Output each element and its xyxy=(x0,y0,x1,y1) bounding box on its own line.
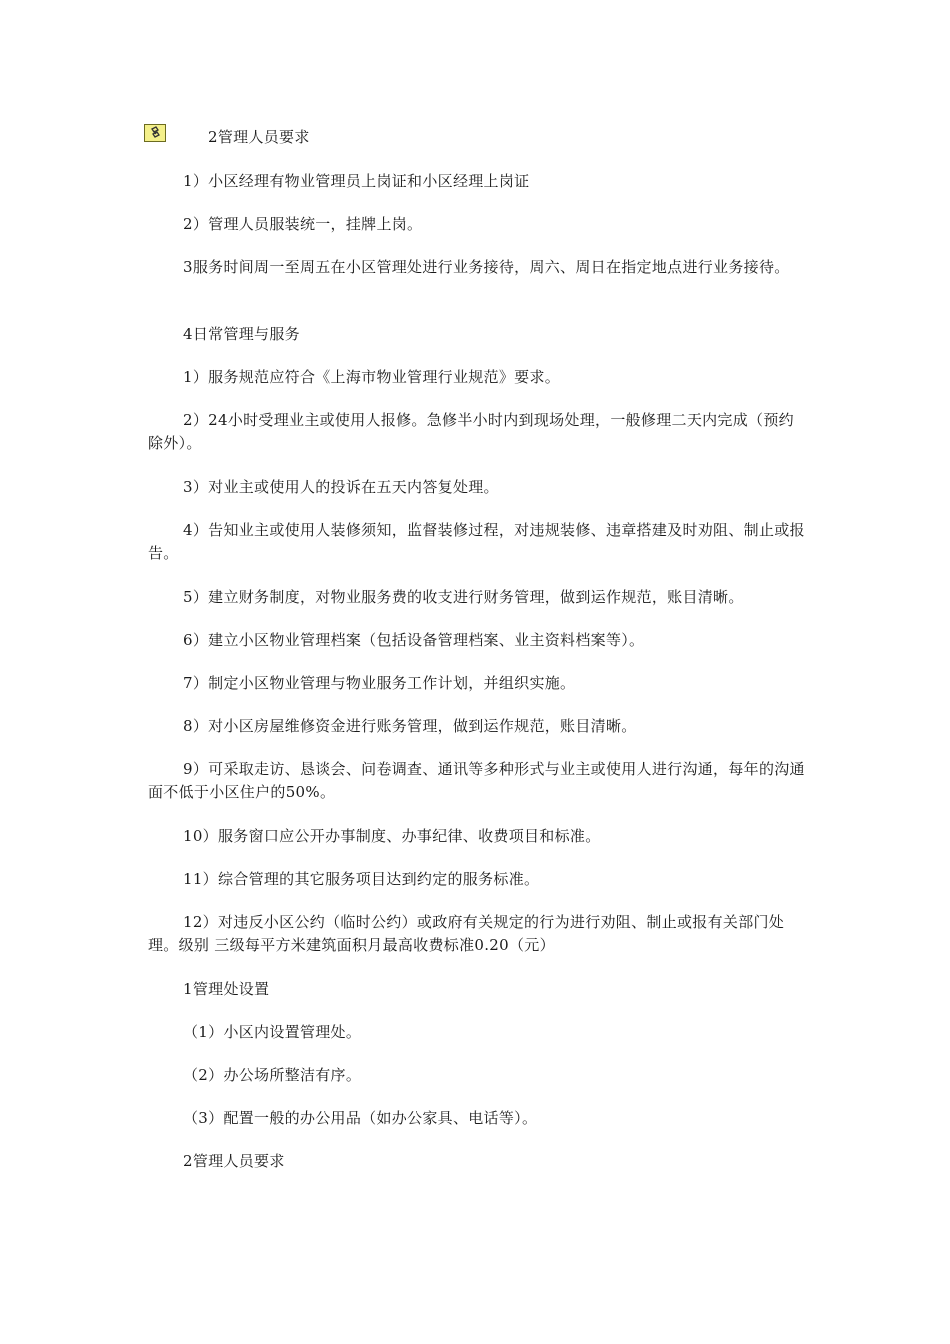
paragraph: 4）告知业主或使用人装修须知，监督装修过程，对违规装修、违章搭建及时劝阻、制止或报告。 xyxy=(148,521,805,562)
section-heading: 2管理人员要求 xyxy=(208,128,310,146)
section-heading: 2管理人员要求 xyxy=(183,1152,285,1170)
paragraph: （2）办公场所整洁有序。 xyxy=(183,1066,362,1084)
paragraph: （1）小区内设置管理处。 xyxy=(183,1023,362,1041)
section-heading: 1管理处设置 xyxy=(183,980,270,998)
paragraph: （3）配置一般的办公用品（如办公家具、电话等）。 xyxy=(183,1109,538,1127)
paragraph: 3服务时间周一至周五在小区管理处进行业务接待，周六、周日在指定地点进行业务接待。 xyxy=(183,258,790,276)
paragraph: 8）对小区房屋维修资金进行账务管理，做到运作规范，账目清晰。 xyxy=(183,717,637,735)
paragraph: 11）综合管理的其它服务项目达到约定的服务标准。 xyxy=(183,870,540,888)
paragraph: 12）对违反小区公约（临时公约）或政府有关规定的行为进行劝阻、制止或报有关部门处理。级别 三级每平方米建筑面积月最高收费标准0.20（元） xyxy=(148,913,785,954)
paragraph: 2）24小时受理业主或使用人报修。急修半小时内到现场处理，一般修理二天内完成（预约除外）。 xyxy=(148,411,794,452)
paragraph: 5）建立财务制度，对物业服务费的收支进行财务管理，做到运作规范，账目清晰。 xyxy=(183,588,744,606)
paragraph: 9）可采取走访、恳谈会、问卷调查、通讯等多种形式与业主或使用人进行沟通，每年的沟通面不低于小区住户的50%。 xyxy=(148,760,805,801)
paragraph: 6）建立小区物业管理档案（包括设备管理档案、业主资料档案等）。 xyxy=(183,631,645,649)
paragraph: 3）对业主或使用人的投诉在五天内答复处理。 xyxy=(183,478,499,496)
paragraph: 7）制定小区物业管理与物业服务工作计划，并组织实施。 xyxy=(183,674,576,692)
paragraph: 1）服务规范应符合《上海市物业管理行业规范》要求。 xyxy=(183,368,561,386)
paragraph: 1）小区经理有物业管理员上岗证和小区经理上岗证 xyxy=(183,172,530,190)
section-heading: 4日常管理与服务 xyxy=(183,325,300,343)
paragraph: 10）服务窗口应公开办事制度、办事纪律、收费项目和标准。 xyxy=(183,827,601,845)
paragraph: 2）管理人员服装统一，挂牌上岗。 xyxy=(183,215,423,233)
